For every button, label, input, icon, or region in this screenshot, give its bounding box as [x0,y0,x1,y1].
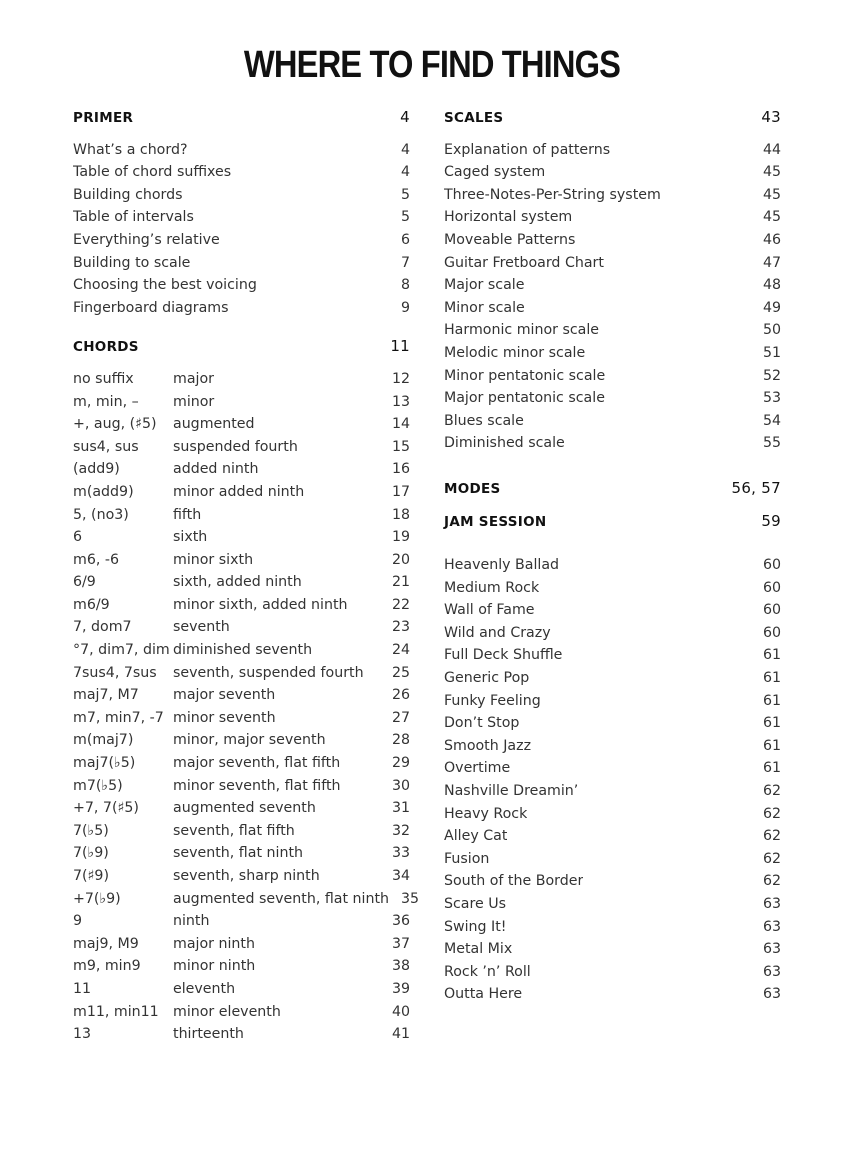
chord-suffix: maj9, M9 [73,935,139,952]
toc-entry[interactable] [444,870,781,893]
section-heading-scales[interactable] [444,106,781,129]
entry-label: Explanation of patterns [444,141,611,158]
chord-name: seventh, sharp ninth [173,868,320,884]
toc-entry[interactable] [444,229,781,252]
toc-entry[interactable] [73,481,410,504]
entry-page: 25 [391,664,410,681]
entry-page: 41 [391,1026,410,1043]
toc-entry[interactable] [444,274,781,297]
entry-page: 60 [762,602,781,619]
chord-name: sixth, added ninth [173,574,302,591]
entry-page: 35 [400,890,420,907]
toc-entry[interactable] [73,729,410,752]
entry-page: 36 [391,913,410,930]
chord-name: sixth [173,529,208,546]
entry-page: 62 [762,783,781,800]
entry-page: 48 [762,277,781,294]
section-title: SCALES [444,110,504,126]
chord-name: minor sixth, added ninth [173,596,348,613]
entry-page: 39 [391,980,410,997]
toc-entry[interactable] [444,690,781,713]
chord-name: major [173,370,214,387]
entry-label: What’s a chord? [73,141,188,158]
chord-suffix: 7sus4, 7sus [73,664,157,681]
section-title: PRIMER [73,110,134,126]
chord-name: thirteenth [173,1026,244,1043]
toc-entry[interactable] [444,961,781,984]
chord-suffix: m(maj7) [73,732,134,749]
entry-page: 20 [391,551,410,568]
section-title: JAM SESSION [444,513,547,530]
toc-entry[interactable] [444,735,781,758]
chord-suffix: sus4, sus [73,438,139,455]
entry-page: 19 [391,529,410,546]
chord-suffix: m(add9) [73,483,134,500]
chord-suffix: 6 [73,529,83,546]
entry-page: 61 [762,715,781,732]
entry-label: Medium Rock [444,579,540,596]
entry-label: Everything’s relative [73,231,220,248]
toc-entry[interactable] [444,297,781,320]
chord-name: augmented seventh [173,800,316,817]
entry-page: 16 [391,461,410,478]
entry-label: Scare Us [444,896,507,912]
chord-suffix: 9 [73,913,83,930]
entry-label: Nashville Dreamin’ [444,783,579,800]
chord-name: seventh, flat ninth [173,845,303,862]
toc-entry[interactable] [444,916,781,939]
toc-entry[interactable] [444,342,781,365]
entry-label: Fusion [444,850,490,867]
toc-entry[interactable] [444,667,781,690]
entry-label: Guitar Fretboard Chart [444,254,604,271]
entry-page: 45 [762,164,781,181]
chord-name: minor seventh, flat fifth [173,777,341,794]
entry-page: 31 [391,800,410,817]
toc-entry[interactable] [73,297,410,320]
chord-suffix: no suffix [73,370,134,387]
entry-label: Building to scale [73,254,191,271]
entry-page: 62 [762,805,781,822]
entry-page: 61 [762,737,781,754]
entry-page: 23 [391,619,410,636]
primer-list [73,139,410,320]
entry-label: Table of intervals [73,209,194,226]
entry-label: Metal Mix [444,941,513,958]
toc-entry[interactable] [73,662,410,685]
entry-page: 37 [391,935,410,952]
toc-entry[interactable] [73,707,410,730]
entry-page: 13 [391,393,410,410]
entry-label: Choosing the best voicing [73,277,257,294]
chord-name: major ninth [173,935,255,952]
toc-entry[interactable] [73,571,410,594]
section-title: MODES [444,480,501,497]
entry-page: 63 [762,896,781,912]
entry-page: 62 [762,873,781,890]
chord-suffix: maj7, M7 [73,687,139,704]
entry-label: Smooth Jazz [444,737,532,754]
entry-label: Rock ’n’ Roll [444,963,531,980]
chord-suffix: 7(♭5) [73,822,109,839]
toc-entry[interactable] [444,252,781,275]
chord-suffix: +7(♭9) [73,890,121,907]
entry-page: 30 [391,777,410,794]
toc-entry[interactable] [444,410,781,433]
right-column [444,106,781,1006]
toc-entry[interactable] [73,933,410,956]
entry-label: Don’t Stop [444,715,520,732]
chord-name: augmented [173,416,255,433]
chord-name: seventh, flat fifth [173,822,295,839]
toc-entry[interactable] [444,893,781,916]
toc-entry[interactable] [73,865,410,888]
toc-entry[interactable] [73,184,410,207]
chord-name: minor [173,393,215,410]
section-heading-primer[interactable] [73,106,410,129]
chord-suffix: m7, min7, -7 [73,709,164,726]
toc-entry[interactable] [73,458,410,481]
entry-page: 4 [400,164,410,181]
section-page: 4 [400,108,410,126]
toc-entry[interactable] [444,206,781,229]
toc-entry[interactable] [73,684,410,707]
toc-entry[interactable] [444,184,781,207]
chords-list [73,368,420,1046]
toc-entry[interactable] [444,365,781,388]
left-column [73,106,420,1046]
entry-page: 29 [391,755,410,772]
entry-page: 7 [400,254,410,271]
entry-label: Overtime [444,760,511,777]
toc-entry[interactable] [73,820,410,843]
toc-entry[interactable] [444,938,781,961]
entry-label: Moveable Patterns [444,231,576,248]
chord-name: minor seventh [173,709,276,726]
entry-page: 24 [391,642,410,659]
section-heading-jam-session[interactable] [444,510,781,533]
entry-page: 44 [762,141,781,158]
toc-entry[interactable] [73,368,410,391]
chord-suffix: 13 [73,1026,92,1043]
entry-label: Full Deck Shuffle [444,647,563,664]
entry-page: 54 [762,412,781,429]
entry-page: 55 [762,435,781,452]
entry-page: 17 [391,483,410,500]
chord-suffix: 11 [73,980,92,997]
toc-entry[interactable] [444,599,781,622]
toc-entry[interactable] [73,1023,410,1046]
toc-entry[interactable] [73,526,410,549]
entry-page: 61 [762,760,781,777]
entry-label: Diminished scale [444,435,565,452]
entry-page: 52 [762,367,781,384]
entry-page: 60 [762,579,781,596]
toc-entry[interactable] [73,775,410,798]
chord-suffix: °7, dim7, dim [73,642,170,659]
entry-label: Minor pentatonic scale [444,367,606,384]
entry-label: Funky Feeling [444,692,541,709]
chord-suffix: 7(♭9) [73,845,109,862]
entry-page: 61 [762,692,781,709]
toc-entry[interactable] [73,1001,410,1024]
entry-label: Wall of Fame [444,602,535,619]
entry-page: 45 [762,186,781,203]
toc-entry[interactable] [444,387,781,410]
entry-page: 62 [762,828,781,845]
entry-label: Melodic minor scale [444,344,586,361]
entry-page: 15 [391,438,410,455]
entry-page: 12 [391,370,410,387]
chord-name: minor eleventh [173,1003,281,1020]
toc-entry[interactable] [73,955,410,978]
chord-suffix: 7, dom7 [73,619,132,636]
entry-label: Heavenly Ballad [444,557,560,574]
toc-entry[interactable] [444,848,781,871]
chord-suffix: 5, (no3) [73,506,129,523]
entry-label: Alley Cat [444,828,508,845]
chord-suffix: (add9) [73,461,120,478]
toc-entry[interactable] [444,644,781,667]
scales-list [444,139,781,455]
toc-entry[interactable] [73,594,410,617]
chord-name: minor sixth [173,551,254,568]
section-heading-chords[interactable] [73,335,410,358]
section-page: 56, 57 [731,478,781,497]
chord-name: eleventh [173,980,236,997]
entry-page: 60 [762,624,781,641]
entry-label: Harmonic minor scale [444,322,600,339]
entry-page: 49 [762,299,781,316]
toc-entry[interactable] [73,910,410,933]
entry-page: 32 [391,822,410,839]
toc-entry[interactable] [444,712,781,735]
toc-entry[interactable] [73,549,410,572]
chord-name: major seventh, flat fifth [173,755,341,772]
section-page: 59 [761,511,781,530]
entry-label: Minor scale [444,299,525,316]
section-heading-modes[interactable] [444,477,781,500]
chord-suffix: m6/9 [73,596,110,613]
entry-label: Outta Here [444,986,523,1003]
chord-suffix: +, aug, (♯5) [73,416,157,433]
toc-entry[interactable] [444,803,781,826]
toc-entry[interactable] [73,139,410,162]
toc-entry[interactable] [444,319,781,342]
entry-label: Building chords [73,186,183,203]
entry-page: 5 [400,209,410,226]
chord-suffix: +7, 7(♯5) [73,800,139,817]
entry-page: 63 [762,986,781,1003]
entry-page: 61 [762,670,781,687]
chord-name: minor, major seventh [173,732,326,749]
chord-name: suspended fourth [173,438,298,455]
entry-page: 53 [762,390,781,407]
toc-entry[interactable] [444,983,781,1006]
chord-name: added ninth [173,461,259,478]
entry-page: 4 [400,141,410,158]
entry-page: 33 [391,845,410,862]
section-title: CHORDS [73,339,139,356]
entry-page: 8 [400,277,410,294]
entry-label: Fingerboard diagrams [73,299,229,316]
entry-page: 51 [762,344,781,361]
entry-page: 60 [762,557,781,574]
toc-entry[interactable] [73,504,410,527]
toc-entry[interactable] [73,842,410,865]
entry-page: 5 [400,186,410,203]
entry-label: Swing It! [444,918,507,935]
entry-page: 47 [762,254,781,271]
toc-entry[interactable] [73,639,410,662]
entry-label: Blues scale [444,412,524,429]
entry-page: 62 [762,850,781,867]
toc-entry[interactable] [73,888,420,911]
chord-name: diminished seventh [173,642,313,659]
chord-name: seventh, suspended fourth [173,664,364,681]
toc-entry[interactable] [73,161,410,184]
entry-label: Generic Pop [444,670,530,687]
chord-name: major seventh [173,687,276,704]
page-title: WHERE TO FIND THINGS [243,44,621,86]
toc-entry[interactable] [444,780,781,803]
toc-entry[interactable] [73,978,410,1001]
section-page: 43 [761,108,781,126]
chord-name: fifth [173,506,202,523]
toc-entry[interactable] [444,432,781,455]
toc-entry[interactable] [73,616,410,639]
toc-entry[interactable] [444,577,781,600]
chord-suffix: m11, min11 [73,1003,159,1020]
chord-name: seventh [173,619,230,636]
entry-label: Table of chord suffixes [73,164,232,181]
section-page: 11 [390,337,410,356]
entry-label: Major pentatonic scale [444,390,605,407]
entry-page: 21 [391,574,410,591]
chord-name: minor ninth [173,958,256,975]
entry-page: 63 [762,918,781,935]
entry-label: Three-Notes-Per-String system [444,186,661,203]
entry-label: Horizontal system [444,209,573,226]
entry-page: 27 [391,709,410,726]
toc-entry[interactable] [444,622,781,645]
toc-entry[interactable] [73,274,410,297]
chord-name: minor added ninth [173,483,305,500]
entry-page: 18 [391,506,410,523]
chord-suffix: m9, min9 [73,958,141,975]
jam-list [444,554,781,1006]
chord-suffix: maj7(♭5) [73,755,136,772]
toc-entry[interactable] [444,161,781,184]
entry-label: Major scale [444,277,525,294]
entry-label: South of the Border [444,873,584,890]
toc-entry[interactable] [73,206,410,229]
entry-page: 63 [762,963,781,980]
toc-entry[interactable] [73,391,410,414]
toc-entry[interactable] [73,752,410,775]
toc-entry[interactable] [73,797,410,820]
entry-page: 61 [762,647,781,664]
entry-page: 63 [762,941,781,958]
toc-entry[interactable] [444,139,781,162]
chord-suffix: m6, -6 [73,551,120,568]
toc-entry[interactable] [444,825,781,848]
entry-page: 14 [391,416,410,433]
entry-label: Caged system [444,164,546,181]
entry-page: 28 [391,732,410,749]
chord-name: ninth [173,913,210,930]
toc-entry[interactable] [73,436,410,459]
entry-label: Heavy Rock [444,805,528,822]
chord-suffix: 7(♯9) [73,868,109,884]
toc-entry[interactable] [444,757,781,780]
chord-suffix: m, min, – [73,393,139,410]
toc-entry[interactable] [73,229,410,252]
chord-suffix: 6/9 [73,574,96,591]
entry-page: 50 [762,322,781,339]
entry-page: 34 [391,868,410,884]
entry-page: 6 [400,231,410,248]
entry-page: 38 [391,958,410,975]
entry-page: 40 [391,1003,410,1020]
entry-page: 45 [762,209,781,226]
toc-entry[interactable] [73,413,410,436]
entry-page: 46 [762,231,781,248]
entry-label: Wild and Crazy [444,624,551,641]
toc-entry[interactable] [444,554,781,577]
toc-entry[interactable] [73,252,410,275]
entry-page: 26 [391,687,410,704]
entry-page: 22 [391,596,410,613]
entry-page: 9 [400,299,410,316]
chord-suffix: m7(♭5) [73,777,123,794]
chord-name: augmented seventh, flat ninth [173,890,390,907]
